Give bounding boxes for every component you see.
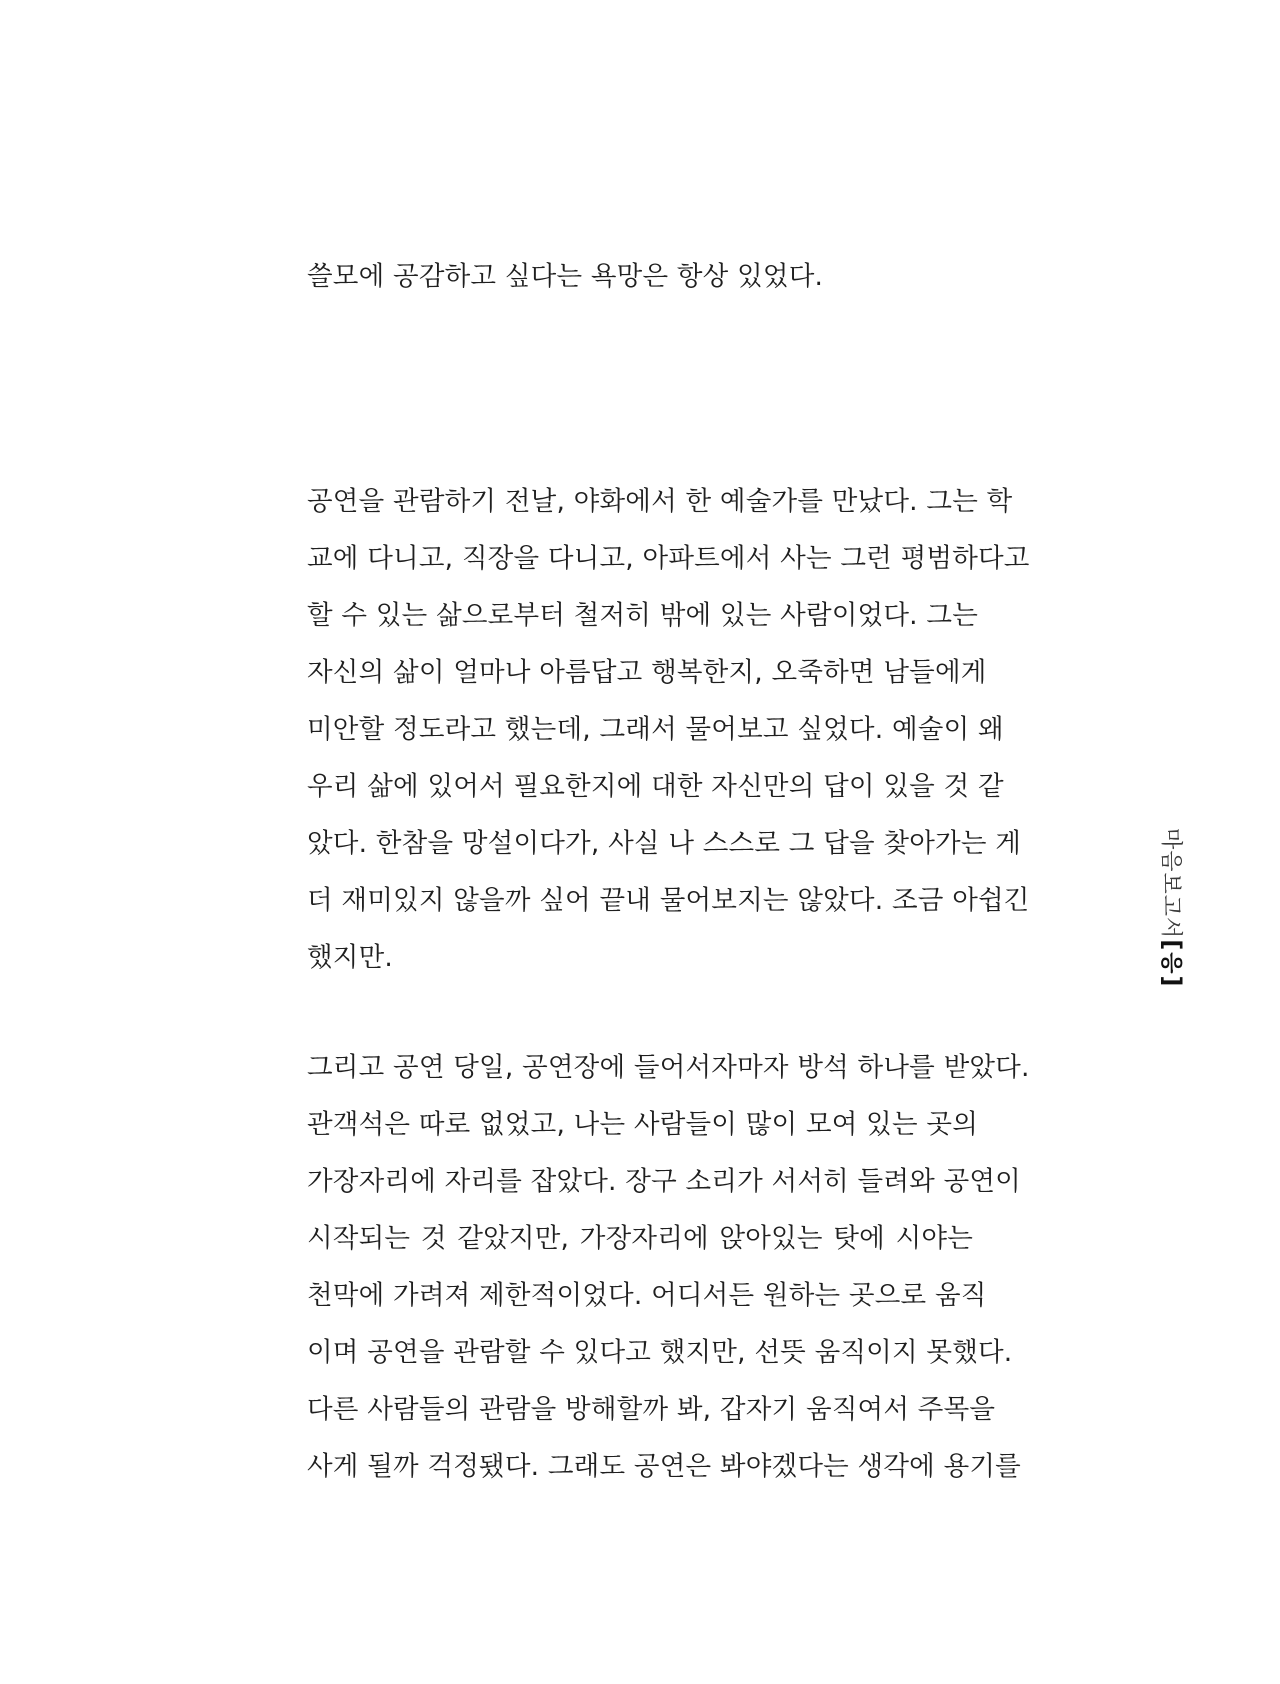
text-line: 미안할 정도라고 했는데, 그래서 물어보고 싶었다. 예술이 왜 — [307, 714, 1004, 745]
text-line: 천막에 가려져 제한적이었다. 어디서든 원하는 곳으로 움직 — [307, 1280, 987, 1311]
side-tab-title: 마음보고서 — [1158, 828, 1183, 940]
side-tab-bracket-close: ] — [1158, 975, 1186, 987]
text-line: 사게 될까 걱정됐다. 그래도 공연은 봐야겠다는 생각에 용기를 — [307, 1451, 1021, 1482]
text-line: 공연을 관람하기 전날, 야화에서 한 예술가를 만났다. 그는 학 — [307, 486, 1013, 517]
text-line: 관객석은 따로 없었고, 나는 사람들이 많이 모여 있는 곳의 — [307, 1109, 978, 1140]
side-tab-bracket-open: [ — [1158, 939, 1186, 951]
text-line: 쓸모에 공감하고 싶다는 욕망은 항상 있었다. — [307, 261, 824, 292]
text-line: 이며 공연을 관람할 수 있다고 했지만, 선뜻 움직이지 못했다. — [307, 1337, 1013, 1368]
section-side-tab — [1150, 820, 1198, 990]
text-line: 더 재미있지 않을까 싶어 끝내 물어보지는 않았다. 조금 아쉽긴 — [307, 885, 1030, 916]
text-line: 가장자리에 자리를 잡았다. 장구 소리가 서서히 들려와 공연이 — [307, 1166, 1021, 1197]
text-line: 다른 사람들의 관람을 방해할까 봐, 갑자기 움직여서 주목을 — [307, 1394, 996, 1425]
text-line: 교에 다니고, 직장을 다니고, 아파트에서 사는 그런 평범하다고 — [307, 543, 1030, 574]
text-line: 았다. 한참을 망설이다가, 사실 나 스스로 그 답을 찾아가는 게 — [307, 828, 1022, 859]
text-line: 우리 삶에 있어서 필요한지에 대한 자신만의 답이 있을 것 같 — [307, 771, 1004, 802]
text-line: 그리고 공연 당일, 공연장에 들어서자마자 방석 하나를 받았다. — [307, 1052, 1030, 1083]
side-tab-rotated — [1158, 828, 1186, 986]
text-line: 자신의 삶이 얼마나 아름답고 행복한지, 오죽하면 남들에게 — [307, 657, 987, 688]
text-line: 할 수 있는 삶으로부터 철저히 밖에 있는 사람이었다. 그는 — [307, 600, 978, 631]
text-line: 했지만. — [307, 942, 394, 973]
text-line: 시작되는 것 같았지만, 가장자리에 앉아있는 탓에 시야는 — [307, 1223, 973, 1254]
side-tab-subtitle: 응 — [1158, 952, 1183, 974]
